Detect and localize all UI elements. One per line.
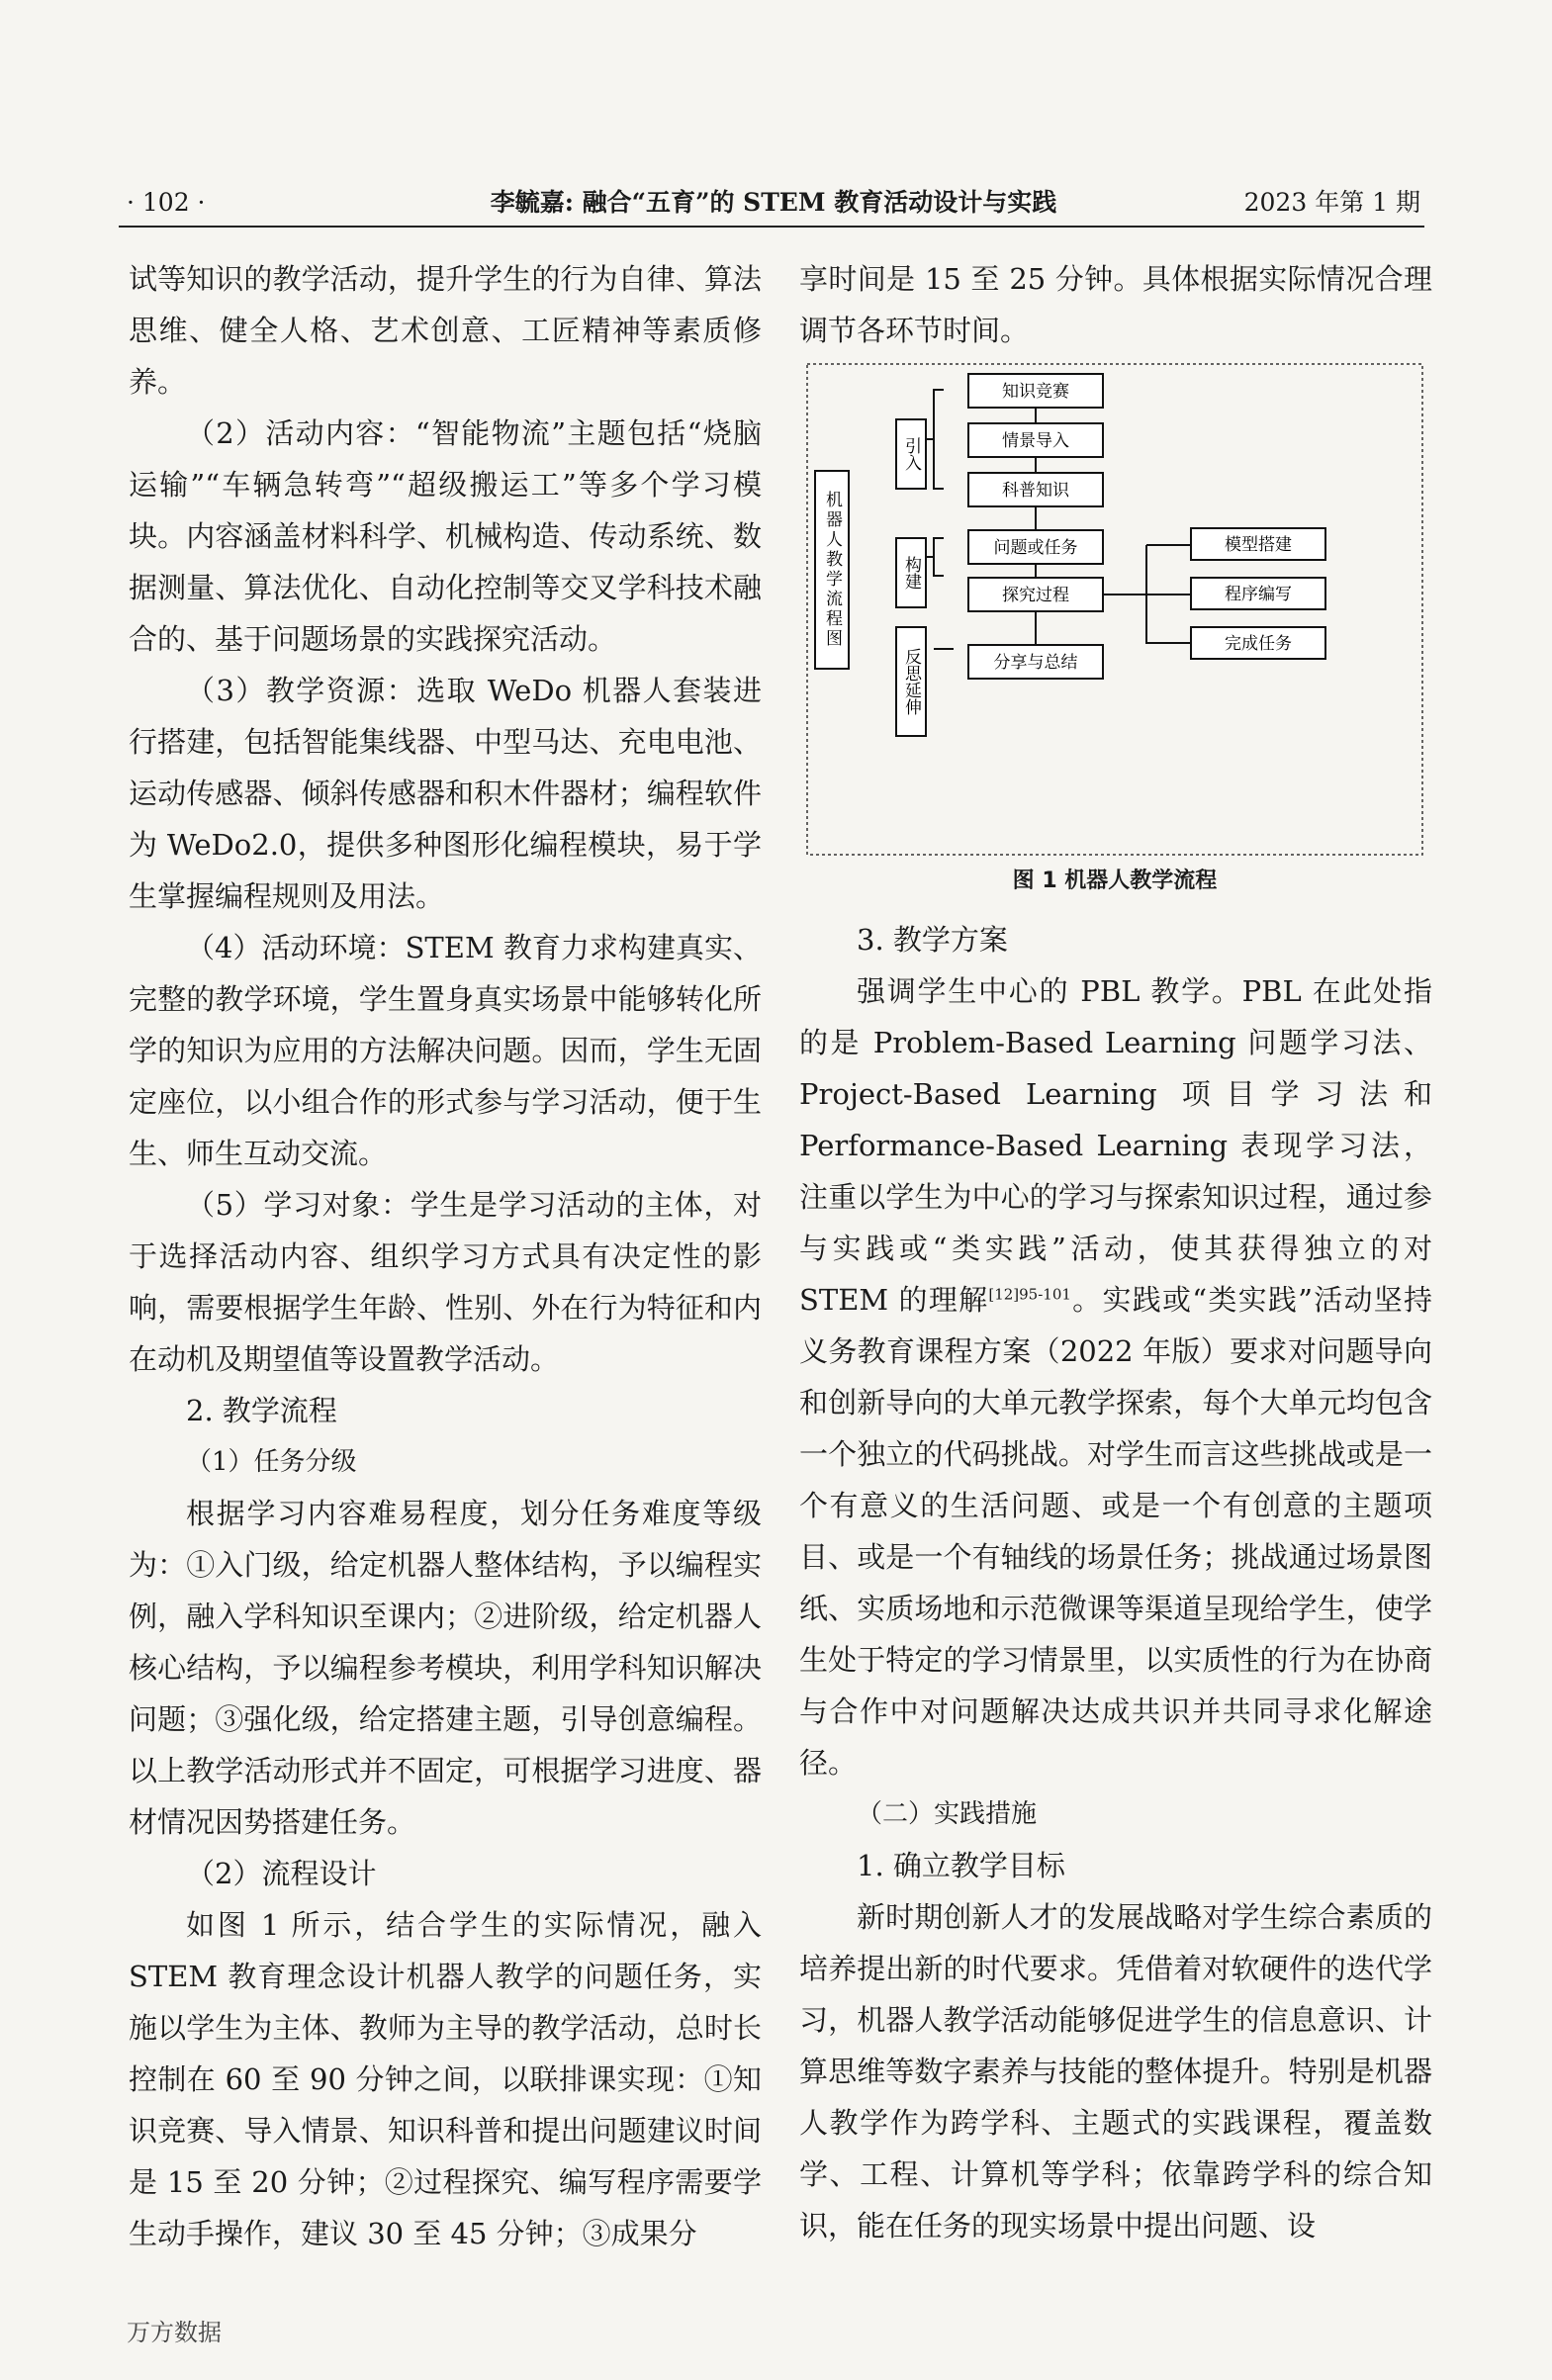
footer-watermark: 万方数据 [127,2319,222,2346]
header-rule [119,226,1424,228]
paragraph: （4）活动环境：STEM 教育力求构建真实、完整的教学环境，学生置身真实场景中能够转化所学的知识为应用的方法解决问题。因而，学生无固定座位，以小组合作的形式参与学习活动，便于生生、师生互动交流。 [129,931,762,1170]
paragraph: 如图 1 所示，结合学生的实际情况，融入 STEM 教育理念设计机器人教学的问题任务，实施以学生为主体、教师为主导的教学活动，总时长控制在 60 至 90 分钟之间，以联排课实现：①知识竞赛、导入情景、知识科普和提出问题建议时间是 15 至 20 分钟；②过程探究、编写程序需要学生动手操作，建议 30 至 45 分钟；③成果分 [129,1908,762,2250]
stage-intro: 引入 [901,437,921,471]
svg-text:探究过程: 探究过程 [1002,586,1069,605]
section-heading: 3. 教学方案 [857,923,1008,957]
paragraph: 享时间是 15 至 25 分钟。具体根据实际情况合理调节各环节时间。 [799,262,1432,347]
sub-connector [1103,545,1146,624]
paragraph: 试等知识的教学活动，提升学生的行为自律、算法思维、健全人格、艺术创意、工匠精神等素质修养。 [129,262,762,399]
bracket-build [926,538,944,576]
citation: [12]95-101 [988,1285,1071,1304]
outer-label: 机器人教学流程图 [822,491,842,649]
paragraph [799,965,1432,1788]
stage-build: 构建 [901,556,921,590]
svg-text:知识竞赛: 知识竞赛 [1002,382,1069,402]
svg-text:模型搭建: 模型搭建 [1225,535,1292,555]
stage-reflect: 反思延伸 [901,648,921,715]
step-5 [968,578,1103,611]
subsection-heading: （2）流程设计 [186,1857,377,1890]
sub-step-2 [1191,578,1325,609]
running-title: 李毓嘉: 融合“五育”的 STEM 教育活动设计与实践 [490,188,1057,217]
paragraph: 新时期创新人才的发展战略对学生综合素质的培养提出新的时代要求。凭借着对软硬件的迭代学习，机器人教学活动能够促进学生的信息意识、计算思维等数字素养与技能的整体提升。特别是机器人教学作为跨学科、主题式的实践课程，覆盖数学、工程、计算机等学科；依靠跨学科的综合知识，能在任务的现实场景中提出问题、设 [799,1900,1432,2243]
section-heading: 2. 教学流程 [186,1394,337,1427]
step-3 [968,473,1103,506]
flowchart-figure [805,362,1424,893]
paragraph: （3）教学资源：选取 WeDo 机器人套装进行搭建，包括智能集线器、中型马达、充电电池、运动传感器、倾斜传感器和积木件器材；编程软件为 WeDo2.0，提供多种图形化编程模块，易于学生掌握编程规则及用法。 [129,674,762,913]
svg-text:完成任务: 完成任务 [1225,634,1292,654]
paragraph: （2）活动内容：“智能物流”主题包括“烧脑运输”“车辆急转弯”“超级搬运工”等多个学习模块。内容涵盖材料科学、机械构造、传动系统、数据测量、算法优化、自动化控制等交叉学科技术融合的、基于问题场景的实践探究活动。 [129,416,762,656]
paragraph: （5）学习对象：学生是学习活动的主体，对于选择活动内容、组织学习方式具有决定性的影响，需要根据学生年龄、性别、外在行为特征和内在动机及期望值等设置教学活动。 [129,1188,762,1376]
flowchart-diagram [805,362,1424,857]
step-6 [968,645,1103,679]
right-column [799,253,1432,2251]
figure-caption: 图 1 机器人教学流程 [1012,869,1218,893]
step-2 [968,423,1103,457]
step-4 [968,530,1103,564]
svg-text:情景导入: 情景导入 [1002,431,1069,451]
svg-text:程序编写: 程序编写 [1225,585,1292,604]
sub-step-1 [1191,528,1325,560]
running-header [127,184,1420,222]
subsection-heading: 1. 确立教学目标 [857,1849,1065,1882]
left-column [129,253,762,2259]
sub-step-3 [1191,627,1325,659]
bracket-intro [926,390,944,489]
svg-text:问题或任务: 问题或任务 [993,538,1078,558]
step-1 [968,374,1103,408]
svg-text:分享与总结: 分享与总结 [993,653,1078,673]
svg-text:科普知识: 科普知识 [1002,481,1069,501]
subsection-heading: （二）实践措施 [857,1799,1038,1829]
subsection-heading: （1）任务分级 [186,1447,357,1477]
sub-branches [1146,545,1191,643]
page-number: · 102 · [127,188,206,217]
issue-label: 2023 年第 1 期 [1243,188,1420,217]
paragraph: 根据学习内容难易程度，划分任务难度等级为：①入门级，给定机器人整体结构，予以编程实例，融入学科知识至课内；②进阶级，给定机器人核心结构，予以编程参考模块，利用学科知识解决问题；③强化级，给定搭建主题，引导创意编程。以上教学活动形式并不固定，可根据学习进度、器材情况因势搭建任务。 [129,1497,762,1839]
paragraph-text: 强调学生中心的 PBL 教学。PBL 在此处指的是 Problem-Based Learning 问题学习法、Project-Based Learning 项目学习法和 Performance-Based Learning 表现学习法，注重以学生为中心的学习与探索知识过程，通过参与实践或“类实践”活动，使其获得独立的对 STEM 的理解 [799,974,1432,1317]
paragraph-text: 。实践或“类实践”活动坚持义务教育课程方案（2022 年版）要求对问题导向和创新导向的大单元教学探索，每个大单元均包含一个独立的代码挑战。对学生而言这些挑战或是一个有意义的生活问题、或是一个有创意的主题项目、或是一个有轴线的场景任务；挑战通过场景图纸、实质场地和示范微课等渠道呈现给学生，使学生处于特定的学习情景里，以实质性的行为在协商与合作中对问题解决达成共识并共同寻求化解途径。 [799,1283,1432,1780]
